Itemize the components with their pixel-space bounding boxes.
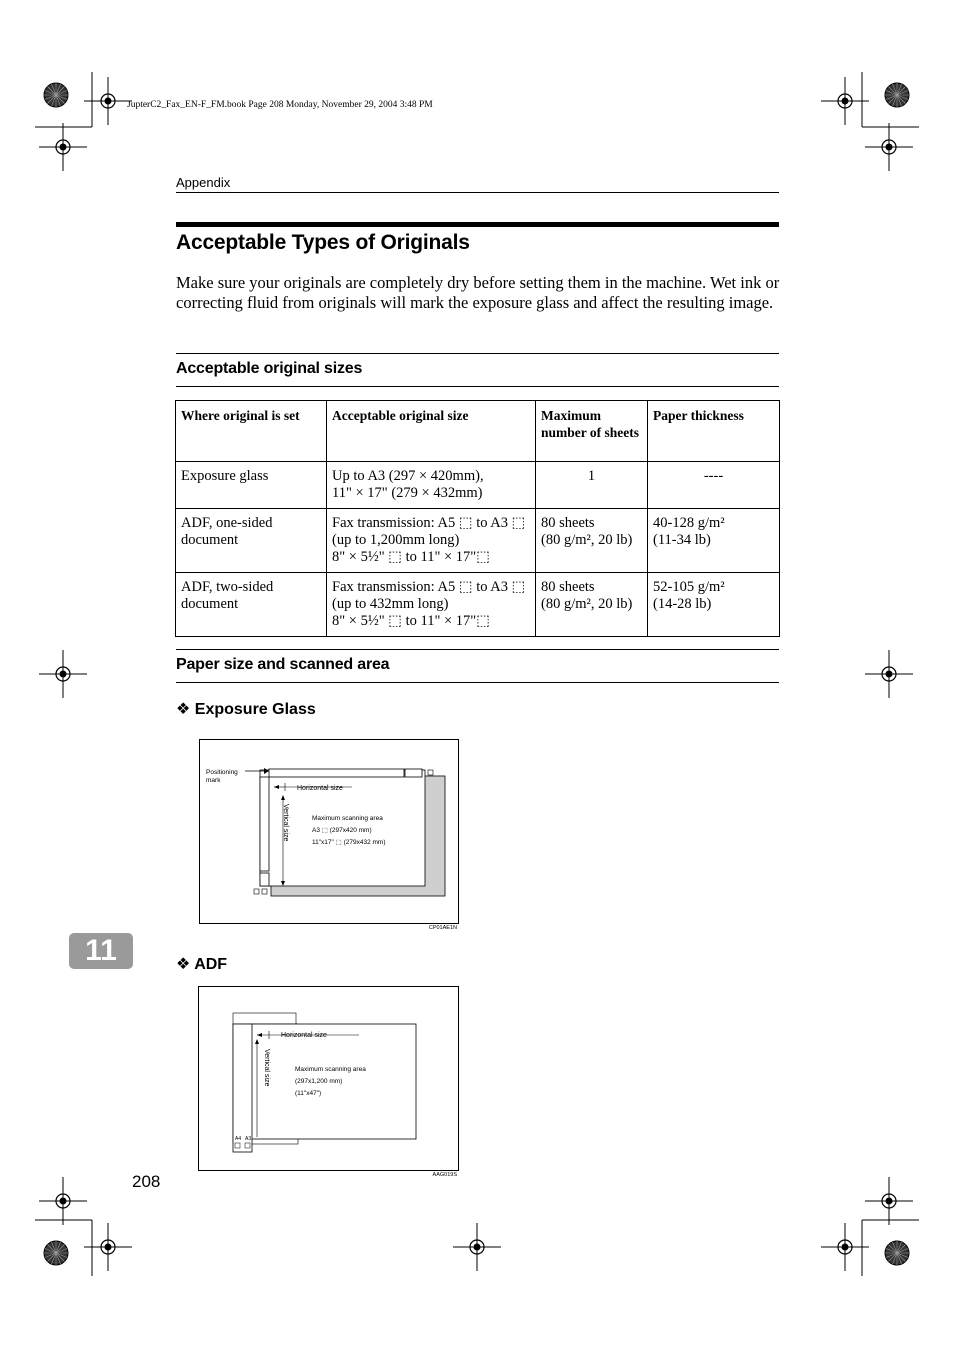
subheading-adf: ❖ ADF	[176, 956, 228, 973]
adf-diagram	[198, 986, 459, 1171]
label-max-area: Maximum scanning area	[295, 1066, 366, 1073]
section-rule-bottom	[176, 386, 779, 387]
table-row	[176, 509, 780, 573]
table-header-row	[176, 401, 780, 462]
original-sizes-table	[175, 400, 780, 637]
table-header: Maximum number of sheets	[536, 401, 648, 462]
page-number: 208	[132, 1172, 161, 1191]
table-header: Acceptable original size	[327, 401, 536, 462]
cell-line: Up to A3 (297 × 420mm),	[332, 468, 484, 484]
figure-code: CP01AE1N	[428, 925, 457, 931]
page-title: Acceptable Types of Originals	[176, 231, 470, 254]
cell-line: 8" × 5½" ⬚ to 11" × 17"⬚	[332, 613, 490, 629]
table-cell	[327, 573, 536, 637]
label-horizontal: Horizontal size	[281, 1032, 327, 1039]
table-header: Paper thickness	[648, 401, 780, 462]
cell-line: (80 g/m², 20 lb)	[541, 532, 633, 548]
adf-code	[405, 1169, 459, 1179]
exposure-glass-code	[405, 922, 459, 932]
table-header: Where original is set	[176, 401, 327, 462]
table-row	[176, 573, 780, 637]
title-bar	[176, 222, 779, 227]
figure-code: AAG019S	[432, 1172, 457, 1178]
label-dims-in: (11"x47")	[295, 1090, 322, 1097]
cell-line: 11" × 17" (279 × 432mm)	[332, 485, 483, 501]
print-header: JupterC2_Fax_EN-F_FM.book Page 208 Monday, November 29, 2004 3:48 PM	[127, 100, 433, 110]
table-cell: 1	[536, 462, 648, 509]
running-head: Appendix	[176, 175, 231, 190]
section-heading-sizes: Acceptable original sizes	[176, 360, 363, 377]
cell-line: 52-105 g/m²	[653, 579, 725, 595]
label-vertical: Vertical size	[263, 1049, 270, 1087]
table-row	[176, 462, 780, 509]
label-max-area: Maximum scanning area	[312, 815, 383, 822]
table-cell: ADF, two-sided document	[176, 573, 327, 637]
cell-line: 8" × 5½" ⬚ to 11" × 17"⬚	[332, 549, 490, 565]
label-a4: A4	[235, 1136, 242, 1142]
cell-line: 80 sheets	[541, 579, 595, 595]
cell-line: (80 g/m², 20 lb)	[541, 596, 633, 612]
table-cell: ----	[648, 462, 780, 509]
label-positioning-1: Positioning	[206, 769, 238, 776]
cell-line: Fax transmission: A5 ⬚ to A3 ⬚ (up to 432mm long)	[332, 579, 526, 612]
table-cell	[648, 509, 780, 573]
cell-line: 80 sheets	[541, 515, 595, 531]
table-cell	[327, 462, 536, 509]
cell-line: (14-28 lb)	[653, 596, 712, 612]
label-dims-mm: (297x1,200 mm)	[295, 1078, 343, 1085]
chapter-tab: 11	[69, 933, 133, 969]
running-head-rule	[176, 192, 779, 193]
label-horizontal: Horizontal size	[297, 785, 343, 792]
table-cell	[648, 573, 780, 637]
label-a3: A3 ⬚ (297x420 mm)	[312, 827, 372, 834]
table-cell: Exposure glass	[176, 462, 327, 509]
label-vertical: Vertical size	[282, 804, 289, 842]
label-a3: A3	[245, 1136, 252, 1142]
section-rule-top	[176, 649, 779, 650]
section-rule-bottom	[176, 682, 779, 683]
table-cell: ADF, one-sided document	[176, 509, 327, 573]
table-cell	[327, 509, 536, 573]
subheading-exposure-glass: ❖ Exposure Glass	[176, 701, 316, 718]
label-letter: 11"x17" ⬚ (279x432 mm)	[312, 839, 386, 846]
section-rule-top	[176, 353, 779, 354]
table-cell	[536, 509, 648, 573]
table-cell	[536, 573, 648, 637]
exposure-glass-diagram	[199, 739, 459, 924]
cell-line: (11-34 lb)	[653, 532, 711, 548]
label-positioning-2: mark	[206, 777, 221, 784]
crop-lines	[35, 72, 919, 1276]
section-heading-scanned-area: Paper size and scanned area	[176, 656, 390, 673]
cell-line: Fax transmission: A5 ⬚ to A3 ⬚ (up to 1,200mm long)	[332, 515, 526, 548]
cell-line: 40-128 g/m²	[653, 515, 725, 531]
intro-paragraph: Make sure your originals are completely dry before setting them in the machine. Wet ink or correcting fluid from originals will mark the exposure glass and affect the resulting image.	[176, 273, 780, 312]
